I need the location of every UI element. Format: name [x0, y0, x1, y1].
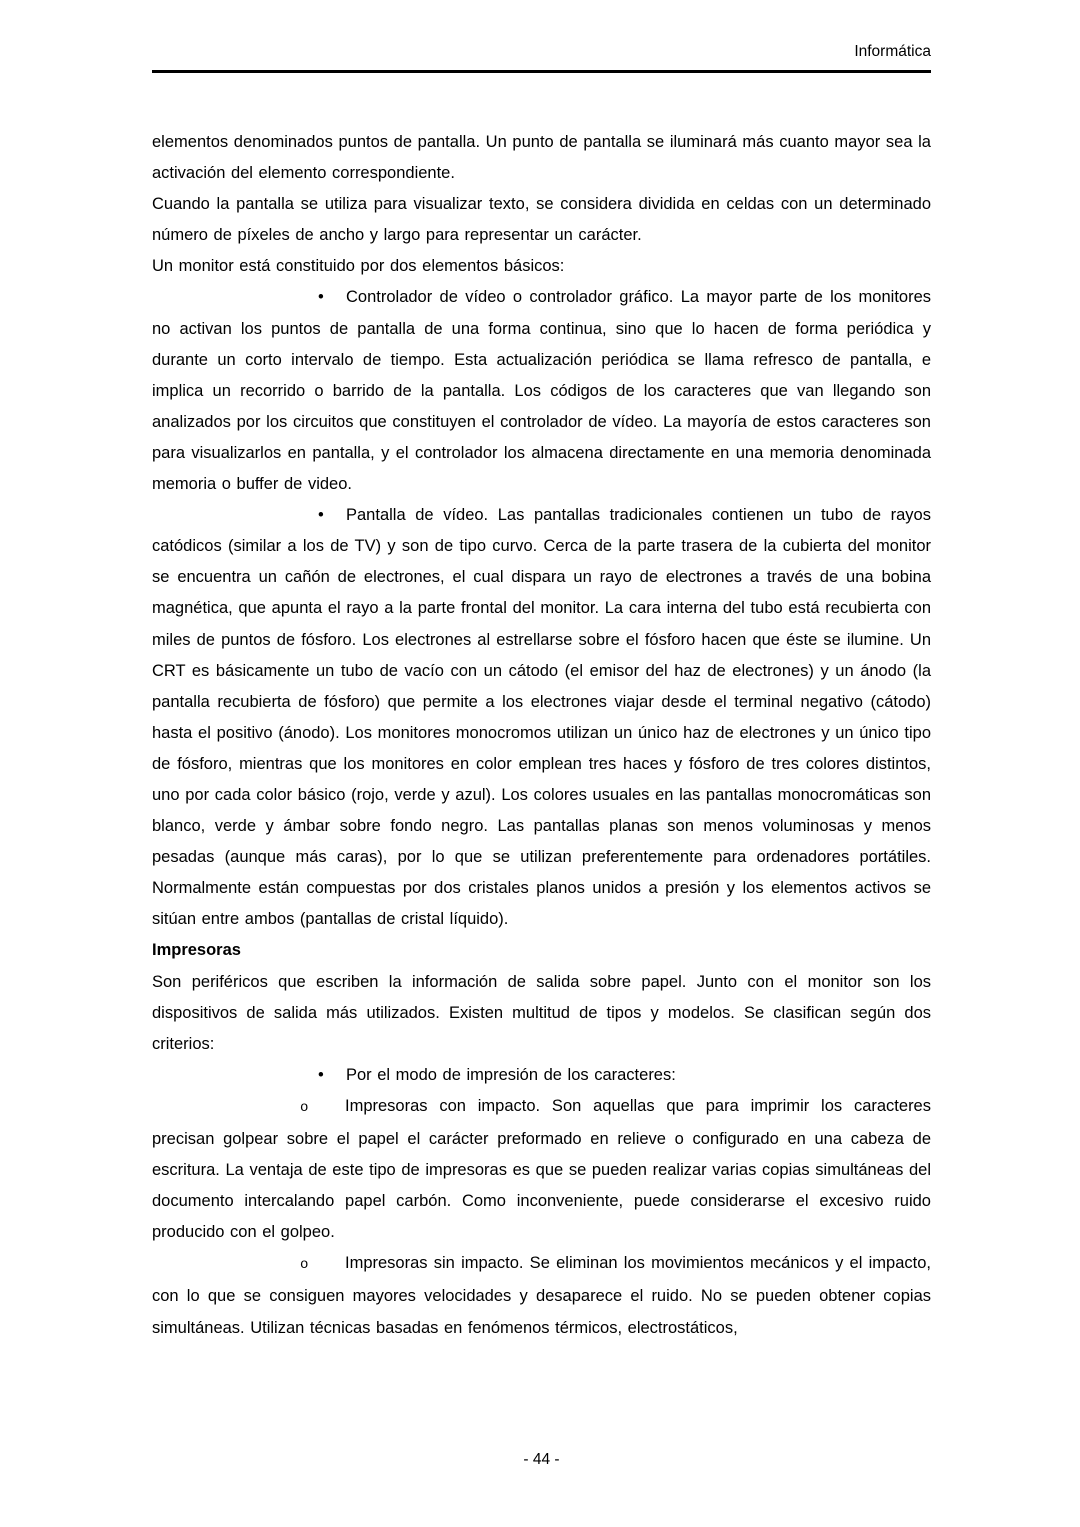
bullet-text: Por el modo de impresión de los caracteres:: [346, 1065, 676, 1084]
page-header-title: Informática: [854, 43, 931, 60]
bullet-item: [152, 282, 931, 500]
sub-bullet-text: Impresoras sin impacto. Se eliminan los movimientos mecánicos y el impacto, con lo que se consiguen mayores velocidades y desaparece el ruido. No se pueden obtener copias simultáneas. Utilizan técnicas basadas en fenómenos térmicos, electrostáticos,: [152, 1254, 931, 1337]
sub-bullet-item: [152, 1091, 931, 1248]
page-number: - 44 -: [523, 1451, 560, 1468]
bullet-item: [152, 1060, 931, 1091]
bullet-item: [152, 500, 931, 935]
sub-bullet-marker: o: [300, 1257, 309, 1274]
bullet-marker: •: [318, 1065, 324, 1084]
sub-bullet-marker: o: [300, 1099, 309, 1116]
paragraph: Cuando la pantalla se utiliza para visualizar texto, se considera dividida en celdas con un determinado número de píxeles de ancho y largo para representar un carácter.: [152, 195, 931, 245]
paragraph: Son periféricos que escriben la información de salida sobre papel. Junto con el monitor son los dispositivos de salida más utilizados. Existen multitud de tipos y modelos. Se clasifican según dos criterios:: [152, 972, 931, 1053]
sub-bullet-text: Impresoras con impacto. Son aquellas que para imprimir los caracteres precisan golpear sobre el papel el carácter preformado en relieve o configurado en una cabeza de escritura. La ventaja de este tipo de impresoras es que se pueden realizar varias copias simultáneas del documento intercalando papel carbón. Como inconveniente, puede considerarse el excesivo ruido producido con el golpeo.: [152, 1096, 931, 1242]
header-rule: [152, 70, 931, 73]
section-heading: Impresoras: [152, 941, 241, 960]
paragraph: elementos denominados puntos de pantalla. Un punto de pantalla se iluminará más cuanto mayor sea la activación del elemento correspondiente.: [152, 133, 931, 183]
bullet-text: Pantalla de vídeo. Las pantallas tradicionales contienen un tubo de rayos catódicos (similar a los de TV) y son de tipo curvo. Cerca de la parte trasera de la cubierta del monitor se encuentra un cañón de electrones, el cual dispara un rayo de electrones a través de una bobina magnética, que apunta el rayo a la parte frontal del monitor. La cara interna del tubo está recubierta con miles de puntos de fósforo. Los electrones al estrellarse sobre el fósforo hacen que éste se ilumine. Un CRT es básicamente un tubo de vacío con un cátodo (el emisor del haz de electrones) y un ánodo (la pantalla recubierta de fósforo) que permite a los electrones viajar desde el terminal negativo (cátodo) hasta el positivo (ánodo). Los monitores monocromos utilizan un único haz de electrones y un único tipo de fósforo, mientras que los monitores en color emplean tres haces y fósforo de tres colores distintos, uno por cada color básico (rojo, verde y azul). Los colores usuales en las pantallas monocromáticas son blanco, verde y ámbar sobre fondo negro. Las pantallas planas son menos voluminosas y menos pesadas (aunque más caras), por lo que se utilizan preferentemente para ordenadores portátiles. Normalmente están compuestas por dos cristales planos unidos a presión y los elementos activos se sitúan entre ambos (pantallas de cristal líquido).: [152, 506, 931, 929]
bullet-marker: •: [318, 506, 324, 525]
paragraph: Un monitor está constituido por dos elementos básicos:: [152, 257, 565, 276]
page-content: [152, 42, 931, 1344]
bullet-text: Controlador de vídeo o controlador gráfico. La mayor parte de los monitores no activan los puntos de pantalla de una forma continua, sino que lo hacen de forma periódica y durante un corto intervalo de tiempo. Esta actualización periódica se llama refresco de pantalla, e implica un recorrido o barrido de la pantalla. Los códigos de los caracteres que van llegando son analizados por los circuitos que constituyen el controlador de vídeo. La mayoría de estos caracteres son para visualizarlos en pantalla, y el controlador los almacena directamente en una memoria denominada memoria o buffer de video.: [152, 288, 931, 494]
bullet-marker: •: [318, 288, 324, 307]
sub-bullet-item: [152, 1248, 931, 1343]
